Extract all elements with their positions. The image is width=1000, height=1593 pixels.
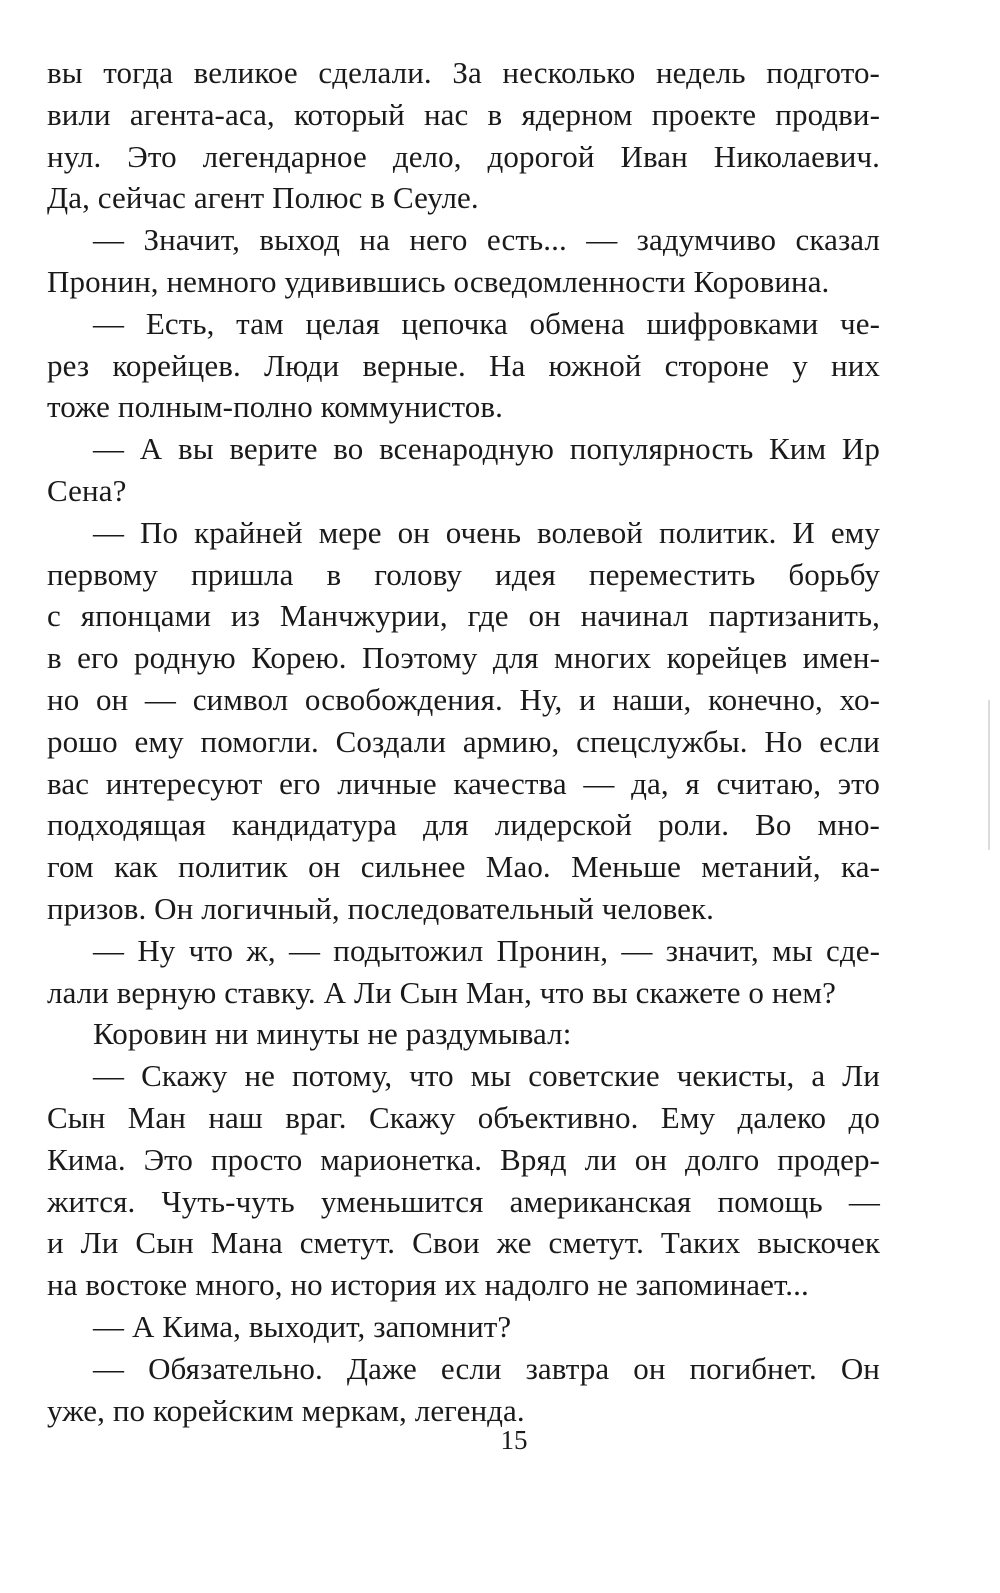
text-line: нул. Это легендарное дело, дорогой Иван Николаевич. [47,138,880,174]
text-line: Коровин ни минуты не раздумывал: [93,1016,572,1052]
text-line: призов. Он логичный, последовательный человек. [47,890,714,926]
text-line: Сын Ман наш враг. Скажу объективно. Ему далеко до [47,1099,880,1135]
text-line: Сена? [47,472,127,508]
text-line: вили агента-аса, который нас в ядерном проекте продви- [47,96,880,132]
text-line: уже, по корейским меркам, легенда. [47,1392,525,1428]
text-line: — Скажу не потому, что мы советские чекисты, а Ли [93,1058,880,1094]
text-line: — Есть, там целая цепочка обмена шифровками че- [93,305,880,341]
text-line: Пронин, немного удивившись осведомленности Коровина. [47,263,830,299]
text-line: на востоке много, но история их надолго не запоминает... [47,1267,809,1303]
text-line: вас интересуют его личные качества — да, я считаю, это [47,765,880,801]
text-line: Кима. Это просто марионетка. Вряд ли он долго продер- [47,1141,880,1177]
text-line: лали верную ставку. А Ли Сын Ман, что вы скажете о нем? [47,974,836,1010]
text-line: и Ли Сын Мана сметут. Свои же сметут. Таких выскочек [47,1225,880,1261]
text-line: рошо ему помогли. Создали армию, спецслужбы. Но если [47,723,880,759]
text-line: вы тогда великое сделали. За несколько недель подгото- [47,55,880,90]
scan-edge-shadow [988,700,990,850]
text-line: но он — символ освобождения. Ну, и наши, конечно, хо- [47,681,880,717]
text-line: тоже полным-полно коммунистов. [47,389,503,425]
text-line: — Ну что ж, — подытожил Пронин, — значит, мы сде- [93,932,880,968]
text-line: первому пришла в голову идея переместить борьбу [47,556,880,592]
text-line: — А вы верите во всенародную популярность Ким Ир [93,431,880,467]
page-number: 15 [500,1425,528,1455]
text-line: — А Кима, выходит, запомнит? [93,1308,512,1344]
text-line: подходящая кандидатура для лидерской роли. Во мно- [47,807,880,843]
text-line: жится. Чуть-чуть уменьшится американская помощь — [47,1183,880,1219]
text-line: гом как политик он сильнее Мао. Меньше метаний, ка- [47,849,880,885]
text-line: в его родную Корею. Поэтому для многих корейцев имен- [47,640,880,676]
text-line: Да, сейчас агент Полюс в Сеуле. [47,180,479,216]
text-line: — По крайней мере он очень волевой политик. И ему [93,514,880,550]
text-line: рез корейцев. Люди верные. На южной стороне у них [47,347,880,383]
text-line: с японцами из Манчжурии, где он начинал партизанить, [47,598,880,634]
text-line: — Обязательно. Даже если завтра он погибнет. Он [93,1350,880,1386]
text-line: — Значит, выход на него есть... — задумчиво сказал [93,222,880,258]
book-page-text [47,52,880,1431]
